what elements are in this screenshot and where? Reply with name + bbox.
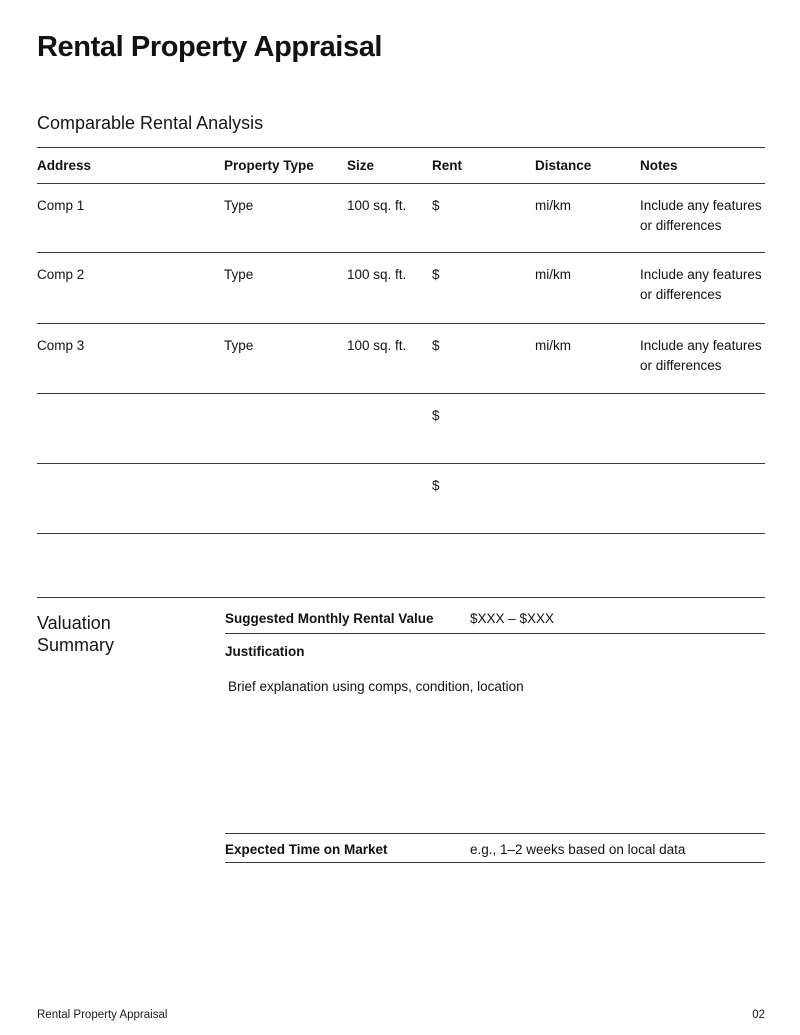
cell-notes	[640, 476, 765, 533]
cell-property-type: Type	[224, 198, 254, 213]
cell-distance	[535, 406, 640, 463]
cell-notes: Include any features or differences	[640, 338, 762, 373]
cell-address: Comp 2	[37, 267, 85, 282]
cell-property-type	[224, 546, 347, 597]
valuation-summary-heading-text: Valuation Summary	[37, 613, 115, 655]
cell-rent: $	[432, 408, 440, 423]
page-title: Rental Property Appraisal	[37, 31, 383, 63]
table-row-comp-1	[37, 184, 765, 253]
cell-property-type	[224, 476, 347, 533]
time-on-market-value: e.g., 1–2 weeks based on local data	[470, 842, 686, 857]
column-header-distance: Distance	[535, 157, 592, 173]
footer-document-title: Rental Property Appraisal	[37, 1009, 168, 1021]
valuation-summary-heading	[37, 598, 225, 863]
column-header-rent: Rent	[432, 157, 462, 173]
cell-property-type: Type	[224, 338, 254, 353]
page-footer	[37, 1008, 765, 1022]
cell-rent	[432, 546, 535, 597]
column-header-notes: Notes	[640, 157, 678, 173]
justification-label: Justification	[225, 644, 305, 659]
suggested-rental-value: $XXX – $XXX	[470, 611, 555, 626]
cell-address	[37, 476, 224, 533]
column-header-property-type: Property Type	[224, 157, 314, 173]
cell-rent: $	[432, 478, 440, 493]
cell-distance	[535, 546, 640, 597]
cell-rent: $	[432, 198, 440, 213]
table-row-blank-1	[37, 394, 765, 464]
column-header-size: Size	[347, 157, 375, 173]
cell-size	[347, 546, 432, 597]
cell-notes: Include any features or differences	[640, 198, 762, 233]
cell-notes	[640, 406, 765, 463]
cell-address: Comp 1	[37, 198, 85, 213]
cell-size: 100 sq. ft.	[347, 267, 407, 282]
cell-address: Comp 3	[37, 338, 85, 353]
cell-address	[37, 406, 224, 463]
suggested-rental-label: Suggested Monthly Rental Value	[225, 611, 434, 626]
cell-property-type	[224, 406, 347, 463]
cell-distance: mi/km	[535, 198, 571, 213]
suggested-rental-row	[225, 598, 765, 634]
cell-notes: Include any features or differences	[640, 267, 762, 302]
cell-distance: mi/km	[535, 267, 571, 282]
cell-size	[347, 406, 432, 463]
cell-rent: $	[432, 338, 440, 353]
valuation-summary-section	[37, 598, 765, 863]
cell-size	[347, 476, 432, 533]
cell-distance: mi/km	[535, 338, 571, 353]
time-on-market-row	[225, 833, 765, 863]
cell-size: 100 sq. ft.	[347, 198, 407, 213]
time-on-market-label: Expected Time on Market	[225, 842, 388, 857]
valuation-summary-fields	[225, 598, 765, 863]
cell-rent: $	[432, 267, 440, 282]
table-row-comp-2	[37, 253, 765, 324]
cell-size: 100 sq. ft.	[347, 338, 407, 353]
table-row-blank-3	[37, 534, 765, 598]
cell-property-type: Type	[224, 267, 254, 282]
table-row-blank-2	[37, 464, 765, 534]
cell-notes	[640, 546, 765, 597]
table-header-row	[37, 148, 765, 184]
cell-distance	[535, 476, 640, 533]
cell-address	[37, 546, 224, 597]
footer-page-number: 02	[752, 1009, 765, 1021]
column-header-address: Address	[37, 157, 92, 173]
justification-placeholder: Brief explanation using comps, condition, location	[228, 679, 524, 694]
comparable-analysis-heading: Comparable Rental Analysis	[37, 113, 264, 133]
comparable-rental-table	[37, 147, 765, 598]
table-row-comp-3	[37, 324, 765, 394]
